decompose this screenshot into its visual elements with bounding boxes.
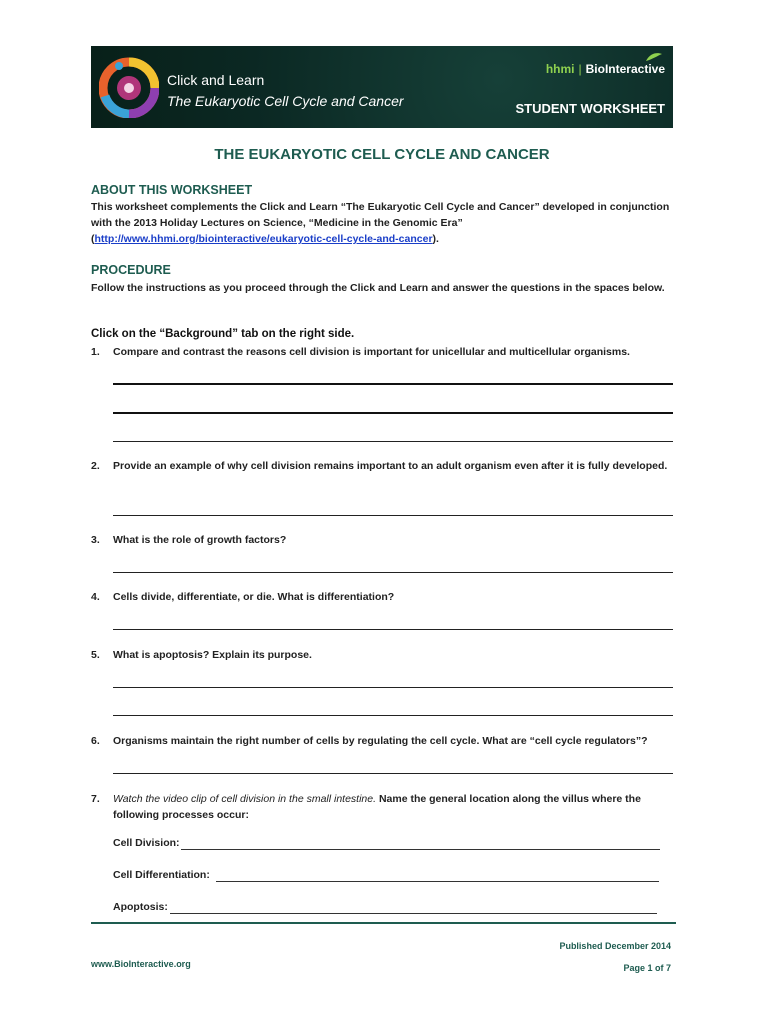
answer-line[interactable] [113, 412, 673, 414]
question-3 [91, 532, 673, 548]
apoptosis-blank[interactable] [170, 913, 657, 914]
question-text: Organisms maintain the right number of cells by regulating the cell cycle. What are “cell cycle regulators”? [113, 735, 648, 747]
footer-divider [91, 922, 676, 924]
procedure-text: Follow the instructions as you proceed through the Click and Learn and answer the questions in the spaces below. [91, 282, 665, 294]
cell-differentiation-label: Cell Differentiation: [113, 869, 210, 881]
page-title: THE EUKARYOTIC CELL CYCLE AND CANCER [214, 146, 550, 163]
answer-line[interactable] [113, 515, 673, 516]
answer-line[interactable] [113, 572, 673, 573]
published-date: Published December 2014 [559, 941, 671, 951]
hhmi-link[interactable]: http://www.hhmi.org/biointeractive/eukaryotic-cell-cycle-and-cancer [94, 233, 433, 245]
question-text: What is the role of growth factors? [113, 534, 287, 546]
cell-division-label: Cell Division: [113, 837, 180, 849]
brand-biointeractive: BioInteractive [585, 62, 665, 76]
worksheet-label: STUDENT WORKSHEET [515, 101, 665, 116]
about-text-after: ). [432, 233, 439, 245]
about-text [91, 199, 673, 247]
brand-logo [546, 62, 665, 76]
question-text: Provide an example of why cell division remains important to an adult organism even after it is fully developed. [113, 460, 668, 472]
apoptosis-label: Apoptosis: [113, 901, 168, 913]
background-instruction: Click on the “Background” tab on the right side. [91, 328, 355, 340]
question-number: 2. [91, 460, 100, 472]
question-number: 3. [91, 534, 100, 546]
header-banner [91, 46, 673, 128]
page-number: Page 1 of 7 [623, 963, 671, 973]
question-5 [91, 647, 673, 663]
banner-subtitle: The Eukaryotic Cell Cycle and Cancer [167, 93, 404, 109]
answer-line[interactable] [113, 715, 673, 716]
footer-website: www.BioInteractive.org [91, 959, 191, 969]
question-6 [91, 733, 673, 749]
answer-line[interactable] [113, 629, 673, 630]
question-number: 7. [91, 793, 100, 805]
about-text-before: This worksheet complements the Click and Learn “The Eukaryotic Cell Cycle and Cancer” developed in conjunction with the 2013 Holiday Lectures on Science, “Medicine in the Genomic Era” ( [91, 201, 670, 245]
question-text-rest: Name the general location along the villus where the following processes occur: [113, 793, 641, 821]
answer-line[interactable] [113, 441, 673, 442]
question-text: Cells divide, differentiate, or die. What is differentiation? [113, 591, 395, 603]
procedure-heading: PROCEDURE [91, 263, 171, 277]
answer-line[interactable] [113, 383, 673, 385]
brand-hhmi: hhmi [545, 62, 575, 76]
question-number: 4. [91, 591, 100, 603]
question-1 [91, 344, 673, 360]
question-2 [91, 458, 673, 474]
about-heading: ABOUT THIS WORKSHEET [91, 183, 253, 197]
brand-separator: | [578, 62, 582, 76]
question-text [113, 791, 673, 823]
question-7 [91, 791, 673, 823]
question-text: What is apoptosis? Explain its purpose. [113, 649, 312, 661]
question-number: 1. [91, 346, 100, 358]
cell-cycle-logo-icon [99, 56, 159, 118]
question-number: 5. [91, 649, 100, 661]
question-text: Compare and contrast the reasons cell division is important for unicellular and multicellular organisms. [113, 346, 630, 358]
cell-division-blank[interactable] [181, 849, 660, 850]
banner-title: Click and Learn [167, 72, 265, 88]
question-4 [91, 589, 673, 605]
cell-differentiation-blank[interactable] [216, 881, 659, 882]
answer-line[interactable] [113, 687, 673, 688]
answer-line[interactable] [113, 773, 673, 774]
question-number: 6. [91, 735, 100, 747]
question-italic-text: Watch the video clip of cell division in the small intestine. [113, 793, 377, 805]
